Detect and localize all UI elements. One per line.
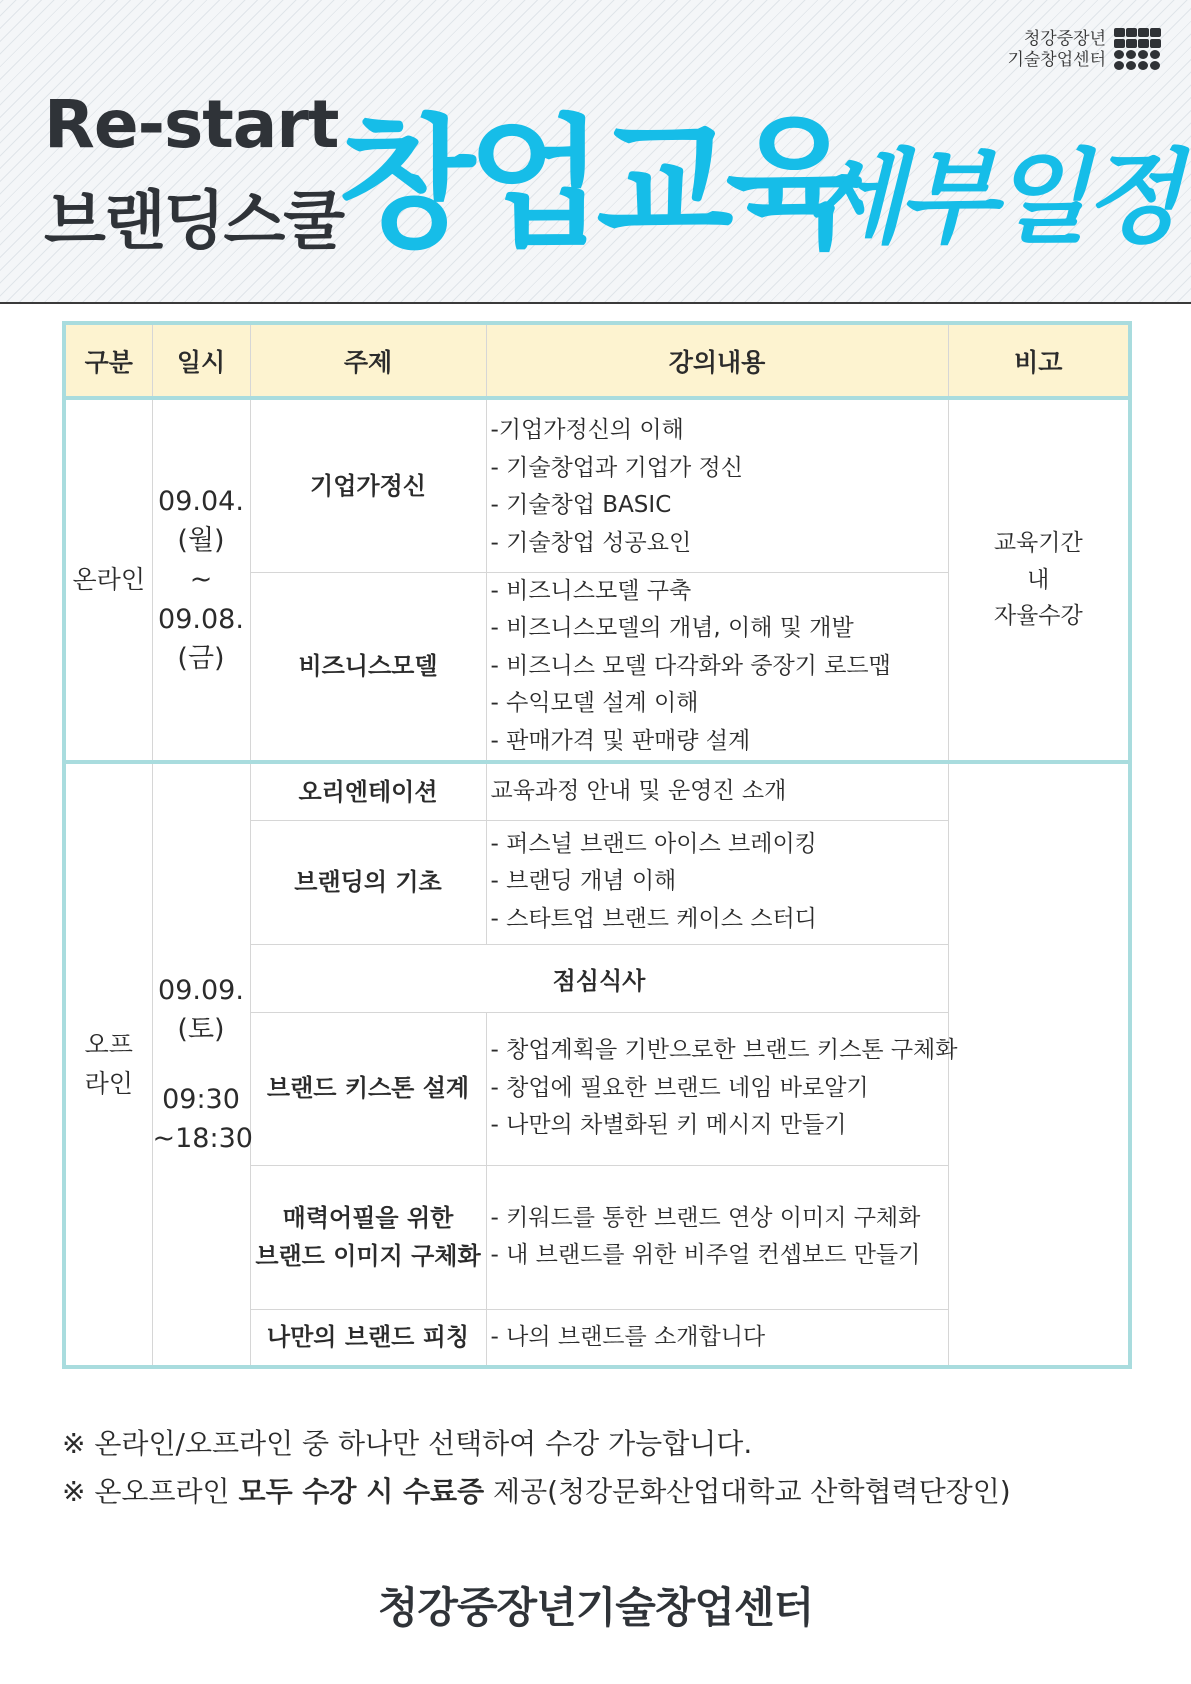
- org-name-line2: 기술창업센터: [1007, 49, 1106, 70]
- topic-cell: 매력어필을 위한 브랜드 이미지 구체화: [250, 1165, 486, 1309]
- branding-school-title: 브랜딩스쿨: [44, 185, 344, 259]
- table-row: [64, 398, 1130, 572]
- notes-section: [62, 1420, 1011, 1516]
- content-cell: -기업가정신의 이해 - 기술창업과 기업가 정신 - 기술창업 BASIC - 기술창업 성공요인: [486, 398, 948, 572]
- sub-title: 세부일정: [806, 139, 1177, 258]
- restart-title: Re-start: [44, 86, 339, 163]
- topic-cell: 기업가정신: [250, 398, 486, 572]
- topic-cell: 오리엔테이션: [250, 762, 486, 820]
- table-row: [64, 762, 1130, 820]
- online-mode-cell: 온라인: [64, 398, 152, 762]
- note-line-1: ※ 온라인/오프라인 중 하나만 선택하여 수강 가능합니다.: [62, 1427, 753, 1460]
- header-topic: 주제: [250, 323, 486, 398]
- offline-note-cell: [948, 762, 1130, 1367]
- schedule-table: [62, 321, 1132, 1369]
- header-banner: [0, 0, 1191, 304]
- topic-cell: 브랜딩의 기초: [250, 820, 486, 944]
- offline-mode-cell: 오프 라인: [64, 762, 152, 1367]
- logo-dots-icon: [1114, 28, 1161, 71]
- org-name-line1: 청강중장년: [1023, 28, 1106, 49]
- header-date: 일시: [152, 323, 250, 398]
- org-logo: [1007, 28, 1161, 71]
- note-line-2: ※ 온오프라인 모두 수강 시 수료증 제공(청강문화산업대학교 산학협력단장인): [62, 1475, 1011, 1508]
- topic-cell: 나만의 브랜드 피칭: [250, 1309, 486, 1367]
- footer-org-name: 청강중장년기술창업센터: [377, 1583, 814, 1632]
- topic-cell: 비즈니스모델: [250, 572, 486, 762]
- content-cell: - 창업계획을 기반으로한 브랜드 키스톤 구체화 - 창업에 필요한 브랜드 네임 바로알기 - 나만의 차별화된 키 메시지 만들기: [486, 1012, 948, 1165]
- content-cell: - 나의 브랜드를 소개합니다: [486, 1309, 948, 1367]
- offline-date-cell: 09.09. (토) 09:30 ~18:30: [152, 762, 250, 1367]
- header-note: 비고: [948, 323, 1130, 398]
- header-content: 강의내용: [486, 323, 948, 398]
- header-category: 구분: [64, 323, 152, 398]
- main-title: 창업교육: [338, 102, 855, 267]
- table-header-row: [64, 323, 1130, 398]
- content-cell: 교육과정 안내 및 운영진 소개: [486, 762, 948, 820]
- topic-cell: 브랜드 키스톤 설계: [250, 1012, 486, 1165]
- content-cell: - 퍼스널 브랜드 아이스 브레이킹 - 브랜딩 개념 이해 - 스타트업 브랜드 케이스 스터디: [486, 820, 948, 944]
- lunch-cell: 점심식사: [250, 944, 948, 1012]
- online-date-cell: 09.04. (월) ~ 09.08. (금): [152, 398, 250, 762]
- content-cell: - 비즈니스모델 구축 - 비즈니스모델의 개념, 이해 및 개발 - 비즈니스 모델 다각화와 중장기 로드맵 - 수익모델 설계 이해 - 판매가격 및 판매량 설계: [486, 572, 948, 762]
- online-note-cell: 교육기간 내 자율수강: [948, 398, 1130, 762]
- content-cell: - 키워드를 통한 브랜드 연상 이미지 구체화 - 내 브랜드를 위한 비주얼 컨셉보드 만들기: [486, 1165, 948, 1309]
